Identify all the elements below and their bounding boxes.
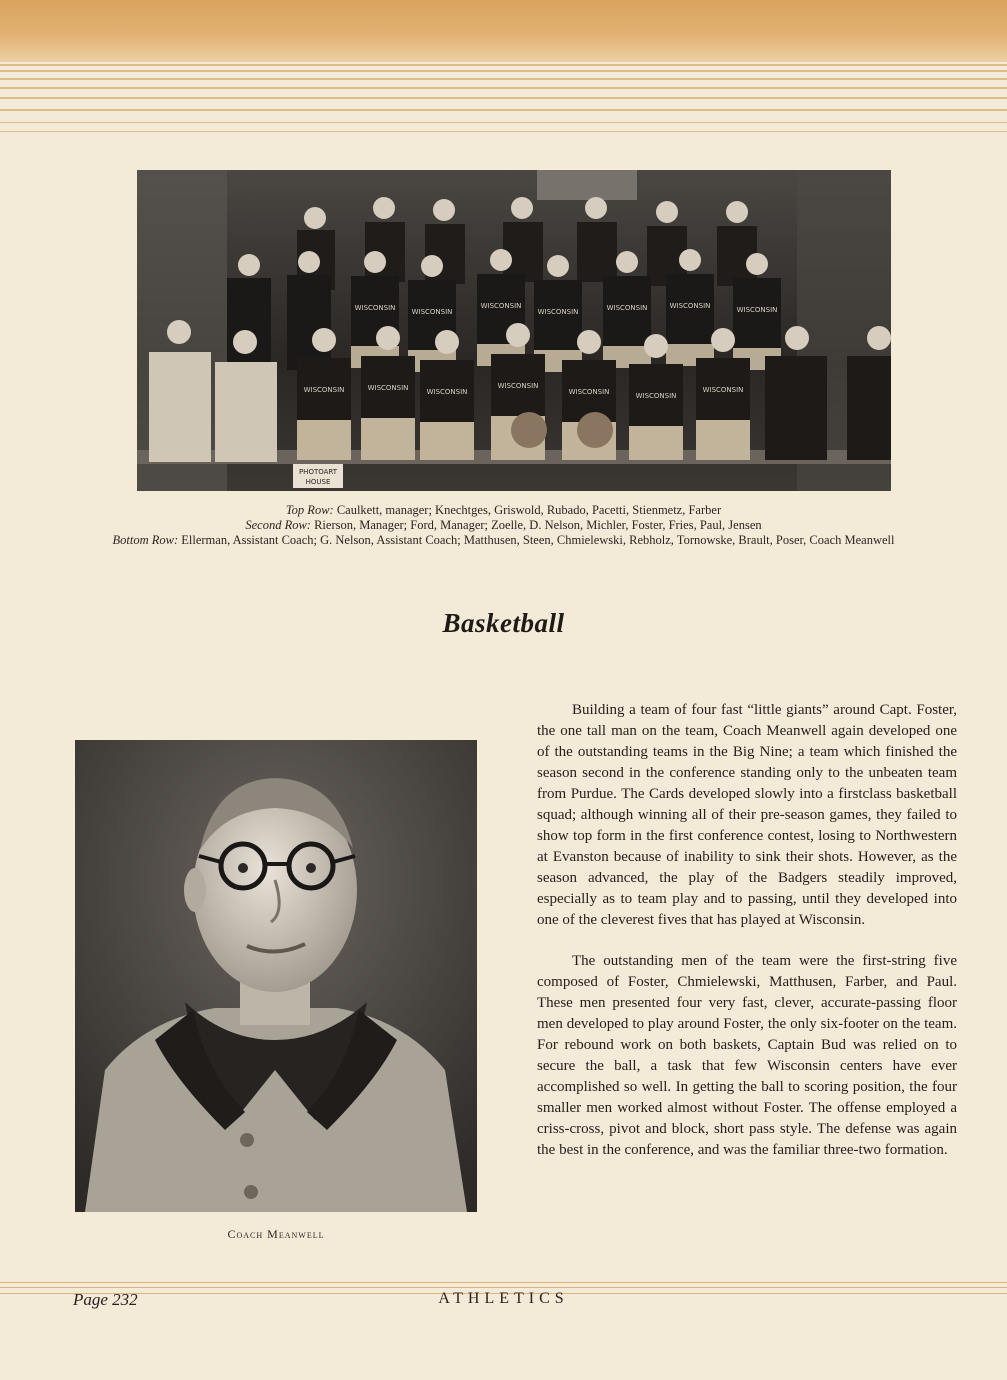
jersey-lettering: WISCONSIN [669,302,711,310]
article-paragraph-2: The outstanding men of the team were the first-string five composed of Foster, Chmielewski, Matthusen, Farber, and Paul. These men presented four very fast, clever, accurate-passing floor men developed to play around Foster, the only six-footer on the team. For rebound work on both baskets, Captain Bud was relied on to secure the ball, a task that few Wisconsin centers have ever accomplished so well. In getting the ball to scoring position, the four smaller men worked almost without Foster. The offense employed a criss-cross, pivot and block, short pass style. The defense was again the best in the conference, and was the familiar three-two formation. [537,953,957,1158]
caption-second-row [30,518,977,533]
jersey-lettering: WISCONSIN [480,302,522,310]
caption-top-label: Top Row: [285,503,334,517]
section-title: Basketball [442,608,565,638]
page-number: Page 232 [73,1290,138,1309]
caption-bottom-row [30,533,977,548]
team-photo-captions [30,503,977,548]
jersey-lettering: WISCONSIN [568,388,610,396]
coach-photo [75,740,477,1212]
coach-portrait-illustration [75,740,477,1212]
caption-bottom-names: Ellerman, Assistant Coach; G. Nelson, Assistant Coach; Matthusen, Steen, Chmielewski, Rebholz, Tornowske, Brault, Poser, Coach Meanwell [181,533,895,547]
jersey-lettering: WISCONSIN [497,382,539,390]
caption-top-row [30,503,977,518]
caption-top-names: Caulkett, manager; Knechtges, Griswold, Rubado, Pacetti, Stienmetz, Farber [336,503,722,517]
caption-bottom-label: Bottom Row: [112,533,179,547]
jersey-lettering: WISCONSIN [367,384,409,392]
jersey-lettering: WISCONSIN [411,308,453,316]
article-paragraph-1: Building a team of four fast “little giants” around Capt. Foster, the one tall man on the team, Coach Meanwell again developed one of the outstanding teams in the Big Nine; a team which finished the season second in the conference standing only to the unbeaten team from Purdue. The Cards developed slowly into a firstclass basketball squad; although winning all of their pre-season games, they failed to show top form in the first conference contest, losing to Northwestern at Evanston because of inability to sink their shots. However, as the season advanced, the play of the Badgers steadily improved, especially as to team play and to passing, until they developed into one of the cleverest fives that has played at Wisconsin. [537,702,957,928]
coach-photo-caption: Coach Meanwell [227,1227,325,1241]
article-body [537,700,957,1181]
jersey-lettering: WISCONSIN [303,386,345,394]
team-photo-illustration [137,170,891,491]
jersey-lettering: WISCONSIN [736,306,778,314]
header-band [0,0,1007,62]
running-footer-section: ATHLETICS [438,1290,569,1307]
jersey-lettering: WISCONSIN [354,304,396,312]
jersey-lettering: WISCONSIN [537,308,579,316]
jersey-lettering: WISCONSIN [702,386,744,394]
photographer-mark-line2: HOUSE [305,478,331,486]
photographer-mark-line1: PHOTOART [298,468,338,476]
header-stripes [0,62,1007,134]
team-photo [137,170,891,491]
caption-second-names: Rierson, Manager; Ford, Manager; Zoelle, D. Nelson, Michler, Foster, Fries, Paul, Jensen [314,518,762,532]
jersey-lettering: WISCONSIN [426,388,468,396]
caption-second-label: Second Row: [245,518,311,532]
jersey-lettering: WISCONSIN [606,304,648,312]
jersey-lettering: WISCONSIN [635,392,677,400]
